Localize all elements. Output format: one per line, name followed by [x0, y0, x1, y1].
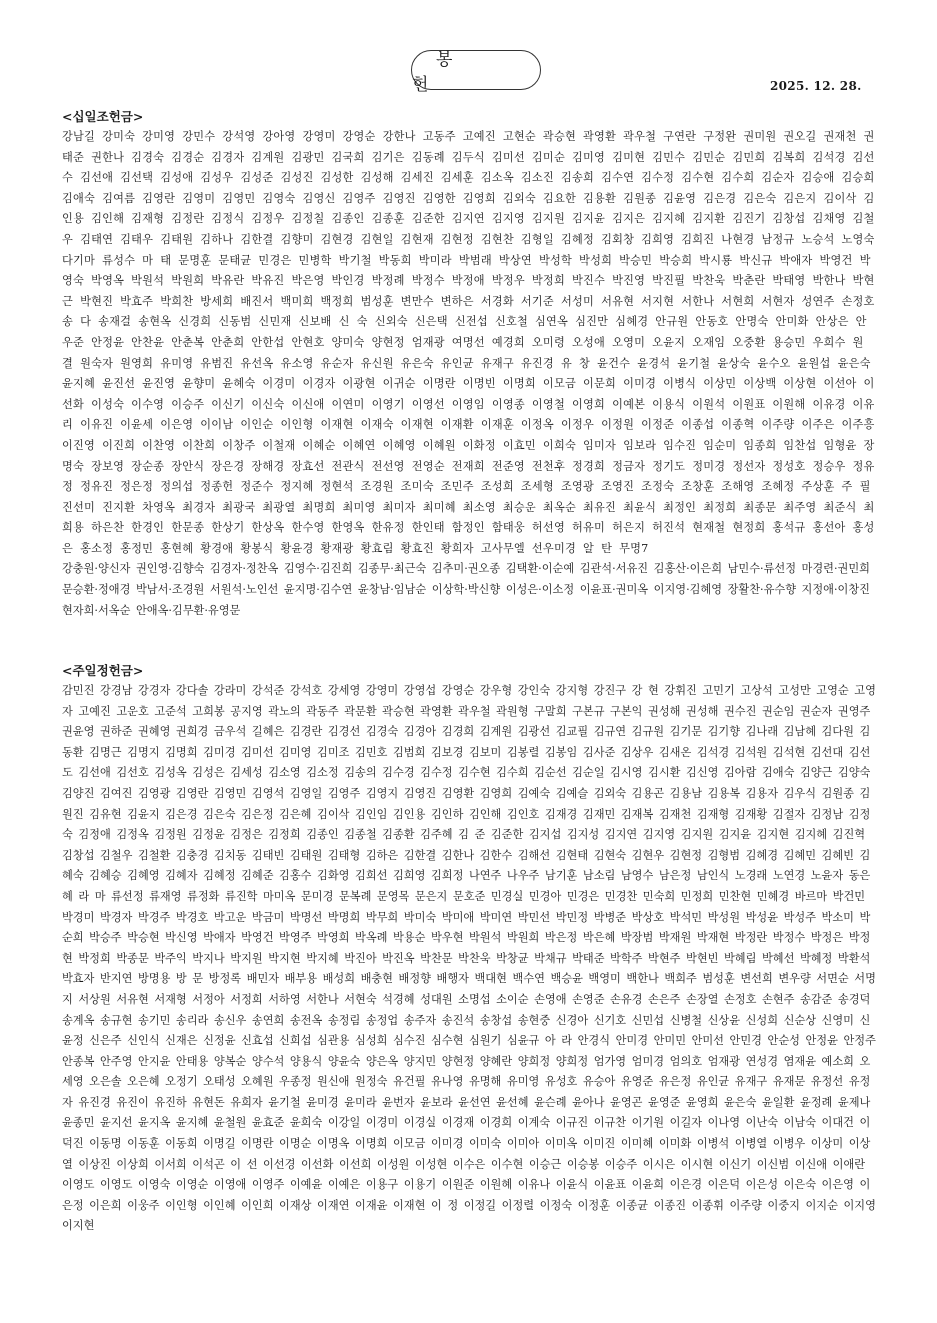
name-list: 강남길 강미숙 강미영 강민수 강석영 강아영 강영미 강영순 강한나 고동주 고예진 고현순 곽승현 곽영환 곽우철 구연란 구정완 권미원 권오길 권재천 권태준 권한나 김경숙 김경순 김경자 김계원 김광민 김국희 김기은 김동례 김두식 김미선 김미순 김미영 김미현 김민수 김민순 김민희 김복희 김석경 김선수 김선애 김선택 김성애 김성우 김성준 김성진 김성한 김성해 김세진 김세훈 김소옥 김소진 김송희 김수연 김수정 김수현 김수희 김순자 김승애 김승희 김애숙 김여름 김영란 김영미 김영민 김영숙 김영신 김영주 김영진 김영한 김영희 김외숙 김요한 김용환 김원종 김윤영 김은경 김은숙 김은지 김이삭 김인용 김인해 김재형 김정란 김정식 김정우 김정칠 김종인 김종훈 김준한 김지연 김지영 김지원 김지윤 김지은 김지혜 김지환 김진기 김창섭 김채영 김철우 김태연 김태우 김태원 김하나 김한결 김향미 김현경 김현일 김현재 김현정 김현찬 김형일 김혜정 김회창 김희영 김희진 나현경 남정규 노승석 노영숙 다기마 류성수 마 태 문명훈 문태균 민경은 민병학 박기철 박동희 박미라 박범래 박상연 박성학 박성희 박승민 박승희 박시룡 박신규 박애자 박영건 박영숙 박영옥 박원석 박원희 박유란 박유진 박은영 박인경 박정례 박정수 박정애 박정우 박정희 박진수 박진영 박진필 박찬욱 박춘란 박태영 박한나 박현근 박현진 박효주 박희찬 방세희 배진서 백미희 백정희 범성훈 변만수 변하은 서경화 서기준 서성미 서유현 서지현 서한나 서현희 서현자 성연주 손정호 송 다 송재걸 송현옥 신경희 신동범 신민재 신보배 신 숙 신외숙 신은택 신전섭 신호철 심연옥 심진만 심혜경 안규원 안동호 안명숙 안미화 안상은 안우준 안정윤 안찬윤 안춘복 안춘희 안한섭 안현호 양미숙 양현정 엄재광 여명선 예경희 오미령 오성애 오영미 오윤지 오재임 오중환 용승민 우희수 원 결 원숙자 원영희 유미영 유범진 유선옥 유소영 유순자 유신원 유은숙 유인균 유재구 유진경 유 창 윤건수 윤경석 윤기철 윤상숙 윤수오 윤원섭 윤은숙 윤지혜 윤진선 윤진영 윤향미 윤혜숙 이경미 이경자 이광현 이귀순 이명란 이명빈 이명희 이모금 이문희 이미경 이병식 이상민 이상백 이상현 이선아 이선화 이성숙 이수영 이승주 이신기 이신숙 이신애 이연미 이영기 이영선 이영임 이영종 이영철 이영희 이예본 이용식 이원석 이원표 이원해 이유경 이유리 이유진 이윤세 이은영 이이남 이인순 이인형 이재현 이재숙 이재현 이재환 이재훈 이정옥 이정우 이정원 이정준 이종섭 이종혁 이주량 이주은 이주흥 이진영 이진희 이찬영 이찬희 이창주 이철재 이혜순 이혜연 이혜영 이혜원 이화정 이효민 이희숙 임미자 임보라 임수진 임순미 임종희 임찬섭 임형윤 장명숙 장보영 장순종 장안식 장은경 장해경 장효선 전관식 전선영 전영순 전재희 전준영 전천후 정경희 정금자 정기도 정미경 정선자 정성호 정승우 정유정 정유진 정은정 정의섭 정종헌 정준수 정지혜 정현석 조경원 조미숙 조민주 조성희 조세형 조영광 조영진 조정숙 조창훈 조해영 조혜정 주상훈 주 필 진선미 진지환 차영옥 최경자 최광국 최광열 최명희 최미영 최미자 최미혜 최소영 최승운 최옥순 최유진 최윤식 최정인 최정희 최종문 최주영 최준식 최희용 하은찬 한경인 한문종 한상기 한상옥 한수영 한영옥 한유정 한인태 함정인 함태웅 허선영 허유미 허은지 허진석 현재철 현정희 홍석규 홍선아 홍성은 홍소정 홍정민 홍현혜 황경애 황봉식 황윤경 황재광 황효림 황효진 황희자 고사무엘 선우미경 알 탄 무명7 [62, 130, 875, 555]
date-label: 2025. 12. 28. [770, 79, 862, 93]
section-heading: <주일정헌금> [62, 663, 144, 678]
section-heading: <십일조헌금> [62, 109, 144, 124]
tithe-section [62, 107, 877, 621]
page-title: 봉 헌 [411, 50, 541, 90]
name-list: 감민진 강경남 강경자 강다솔 강라미 강석준 강석호 강세영 강영미 강영섭 강영순 강우형 강인숙 강지형 강진구 강 현 강휘진 고민기 고상석 고성만 고영순 고영자 고예진 고운호 고준석 고희봉 공지영 곽노의 곽동주 곽문환 곽승현 곽영환 곽우철 곽원형 구말희 구본규 구본익 권성해 권성해 권수진 권순임 권순자 권영주 권윤영 권하준 권혜영 권희경 금우석 길혜은 김경란 김경선 김경숙 김경아 김경희 김계원 김광선 김교필 김규연 김규원 김기문 김기향 김나래 김남혜 김다원 김동환 김명근 김명지 김명희 김미경 김미선 김미영 김미조 김민호 김범희 김보경 김보미 김봉렬 김봉임 김사준 김상우 김새온 김석경 김석원 김석현 김선대 김선도 김선애 김선호 김성옥 김성은 김세성 김소영 김소정 김송의 김수경 김수정 김수현 김수희 김순선 김순일 김시영 김시환 김신영 김아람 김애숙 김양근 김양숙 김양진 김여진 김영광 김영란 김영민 김영석 김영일 김영주 김영지 김영진 김영환 김영희 김예숙 김예슬 김외숙 김용곤 김용남 김용복 김용자 김우식 김원종 김원진 김유현 김윤지 김은경 김은숙 김은정 김은혜 김이삭 김인임 김인용 김인하 김인해 김인호 김재경 김재민 김재복 김재천 김재형 김재황 김절자 김정남 김정숙 김정애 김정옥 김정원 김정윤 김정은 김정희 김종인 김종철 김종환 김주혜 김 준 김준한 김지섭 김지성 김지연 김지영 김지원 김지윤 김지현 김지혜 김진혁 김창섭 김철우 김철환 김충경 김치동 김태빈 김태원 김태형 김하은 김한결 김한나 김한수 김해선 김현태 김현숙 김현우 김현정 김형범 김혜경 김혜민 김혜빈 김혜숙 김혜승 김혜영 김혜자 김혜정 김혜준 김홍수 김화영 김희선 김희영 김희정 나연주 나우주 남기훈 남소림 남영수 남은정 남인식 노경래 노연경 노윤자 동은혜 라 마 류선정 류재영 류정화 류진학 마미옥 문미경 문복례 문영목 문은지 문호준 민경실 민경아 민경은 민경찬 민숙희 민정희 민찬현 민혜경 바르마 박건민 박경미 박경자 박경주 박경호 박고운 박금미 박명선 박명희 박무희 박미숙 박미애 박미연 박민선 박민정 박병준 박상호 박석민 박성원 박성윤 박성주 박소미 박순희 박승주 박승현 박신영 박애자 박영건 박영주 박영희 박옥례 박용순 박우현 박원석 박원희 박은정 박은혜 박장범 박재원 박재현 박정란 박정수 박정은 박정현 박정희 박종문 박주익 박지나 박지원 박지현 박지혜 박진아 박진옥 박찬문 박찬욱 박창균 박채규 박태준 박학주 박현주 박현빈 박혜림 박혜선 박혜정 박환석 박효자 반지연 방명용 방 문 방정록 배민자 배부용 배성희 배충현 배정향 배행자 백대현 백수연 백승윤 백영미 백한나 백희주 범성훈 변선희 변우량 서면순 서명지 서상원 서유현 서재형 서정아 서정희 서하영 서한나 서현숙 석경혜 성대원 소명섭 소이순 손영애 손영준 손유경 손은주 손장열 손정호 손현주 송감준 송경덕 송계옥 송규현 송기민 송리라 송신우 송연희 송전옥 송정림 송정업 송주자 송진석 송창섭 송현중 신경아 신기호 신민섭 신병철 신상윤 신성희 신순상 신영미 신윤정 신은주 신인식 신재은 신정윤 신효섭 신희섭 심관용 심성희 심수진 심수현 심원기 심윤규 아 라 안경식 안미경 안미민 안미선 안민경 안순성 안정윤 안정주 안종복 안주영 안지윤 안태용 양복순 양수석 양용식 양윤숙 양은옥 양지민 양현정 양혜란 양희정 양희정 엄가영 엄미경 엄의호 엄재광 연성경 염재윤 예소희 오세영 오은솔 오은혜 오정기 오태성 오혜원 우종정 원신애 원정숙 유건필 유나영 유명해 유미영 유성호 유승아 유영준 유은정 유인균 유재구 유재문 유정선 유정자 유진경 유진이 유진하 유현돈 유희자 윤기철 윤미경 윤미라 윤번자 윤보라 윤선연 윤선혜 윤슨례 윤아나 윤영곤 윤영준 윤영희 윤은숙 윤일환 윤정례 윤제나 윤종민 윤지선 윤지옥 윤지혜 윤철원 윤효준 윤희숙 이강일 이경미 이경실 이경재 이경희 이계숙 이규진 이규찬 이기원 이길자 이나영 이난숙 이남숙 이대건 이덕진 이동명 이동훈 이동희 이명길 이명란 이명순 이명옥 이명희 이모금 이미경 이미숙 이미아 이미옥 이미진 이미혜 이미화 이병석 이병열 이병우 이상미 이상열 이상진 이상희 이서희 이석곤 이 선 이선경 이선화 이선희 이성원 이성현 이수은 이수현 이승근 이승봉 이승주 이시은 이시현 이신기 이신범 이신애 이애란 이영도 이영도 이영숙 이영순 이영애 이영주 이예윤 이예은 이용구 이용기 이원준 이원혜 이유나 이윤식 이윤표 이윤희 이은경 이은덕 이은성 이은숙 이은영 이은정 이은희 이웅주 이인형 이인혜 이인희 이재상 이재연 이재윤 이재현 이 정 이정길 이정렬 이정숙 이정훈 이종균 이종진 이종휘 이주량 이중지 이지순 이지영 이지현 [62, 684, 876, 1233]
sunday-offering-section [62, 661, 877, 1237]
family-name-list: 강충원·양신자 권인영·김향숙 김경자·정찬옥 김영수·김진희 김종무·최근숙 김추미·권오종 김택환·이순예 김관석·서유진 김홍산·이은희 남민수·류선정 마경련·권민희 문승환·정애경 박남서·조경원 서원석·노인선 윤지명·김수연 윤창남·임남순 이상학·박신향 이성은·이소정 이윤표·권미옥 이지영·김혜영 장활찬·유수향 지정애·이창진 현자희·서옥순 안애옥·김무환·유영문 [62, 562, 870, 617]
